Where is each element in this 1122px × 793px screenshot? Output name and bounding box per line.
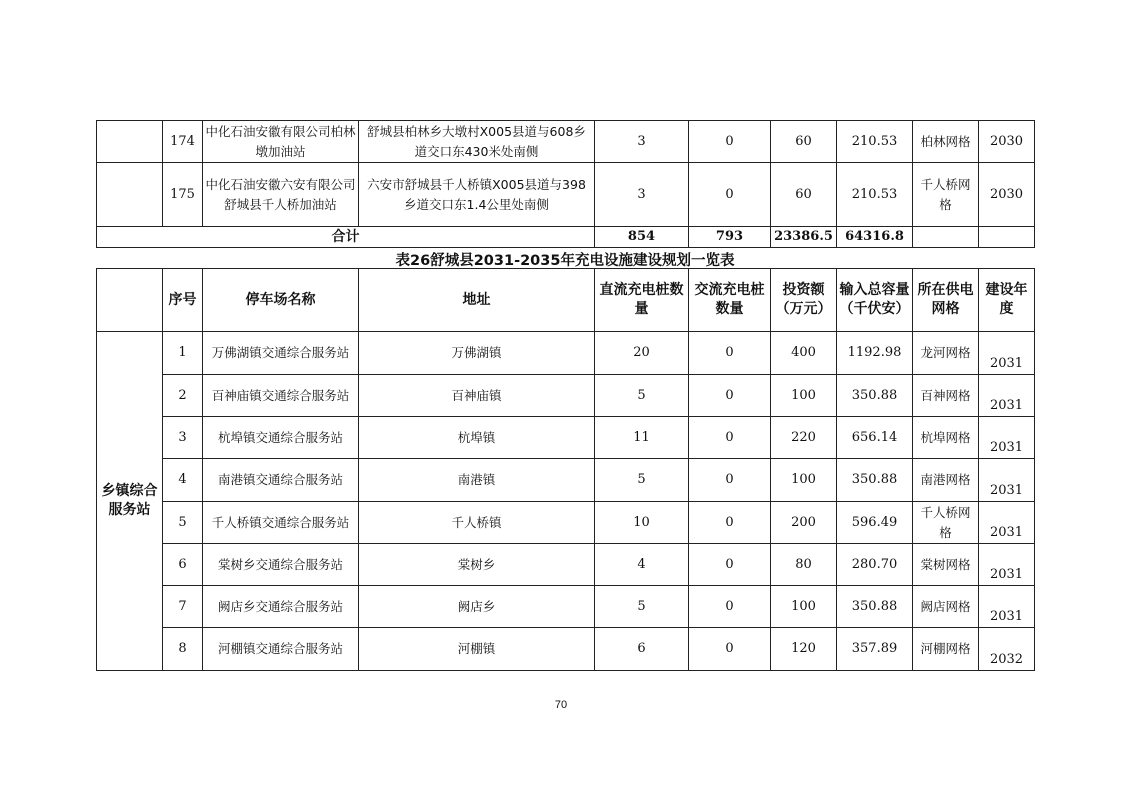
header-seq: 序号 xyxy=(163,269,203,332)
invest-cell: 100 xyxy=(771,459,837,502)
dc-cell: 5 xyxy=(595,459,689,502)
dc-cell: 10 xyxy=(595,502,689,544)
invest-cell: 400 xyxy=(771,332,837,375)
seq-cell: 175 xyxy=(163,163,203,227)
grid-cell: 河棚网格 xyxy=(913,628,979,671)
capacity-cell: 210.53 xyxy=(837,163,913,227)
ac-cell: 0 xyxy=(689,417,771,459)
header-ac: 交流充电桩数量 xyxy=(689,269,771,332)
station-name-cell: 阙店乡交通综合服务站 xyxy=(203,586,359,628)
year-cell: 2032 xyxy=(979,628,1035,671)
ac-cell: 0 xyxy=(689,628,771,671)
header-grid: 所在供电网格 xyxy=(913,269,979,332)
grid-cell: 千人桥网格 xyxy=(913,163,979,227)
address-cell: 舒城县柏林乡大墩村X005县道与608乡道交口东430米处南侧 xyxy=(359,121,595,163)
dc-cell: 11 xyxy=(595,417,689,459)
capacity-cell: 280.70 xyxy=(837,544,913,586)
table-row xyxy=(97,121,1035,163)
seq-cell: 1 xyxy=(163,332,203,375)
invest-cell: 60 xyxy=(771,163,837,227)
ac-cell: 0 xyxy=(689,544,771,586)
seq-cell: 4 xyxy=(163,459,203,502)
station-name-cell: 南港镇交通综合服务站 xyxy=(203,459,359,502)
year-cell: 2031 xyxy=(979,502,1035,544)
year-cell: 2030 xyxy=(979,163,1035,227)
ac-cell: 0 xyxy=(689,163,771,227)
table-row xyxy=(97,628,1035,671)
ac-cell: 0 xyxy=(689,502,771,544)
capacity-cell: 350.88 xyxy=(837,586,913,628)
capacity-cell: 210.53 xyxy=(837,121,913,163)
invest-cell: 100 xyxy=(771,586,837,628)
ac-cell: 0 xyxy=(689,586,771,628)
table-row xyxy=(97,163,1035,227)
dc-cell: 6 xyxy=(595,628,689,671)
page-number: 70 xyxy=(554,699,568,711)
table-title: 表26舒城县2031-2035年充电设施建设规划一览表 xyxy=(395,253,735,269)
table-row xyxy=(97,375,1035,417)
invest-cell: 120 xyxy=(771,628,837,671)
dc-cell: 4 xyxy=(595,544,689,586)
dc-cell: 5 xyxy=(595,375,689,417)
seq-cell: 7 xyxy=(163,586,203,628)
invest-cell: 100 xyxy=(771,375,837,417)
invest-cell: 80 xyxy=(771,544,837,586)
invest-cell: 200 xyxy=(771,502,837,544)
address-cell: 杭埠镇 xyxy=(359,417,595,459)
header-capacity: 输入总容量（千伏安） xyxy=(837,269,913,332)
address-cell: 南港镇 xyxy=(359,459,595,502)
year-cell: 2031 xyxy=(979,375,1035,417)
total-row xyxy=(97,227,1035,248)
capacity-cell: 1192.98 xyxy=(837,332,913,375)
address-cell: 河棚镇 xyxy=(359,628,595,671)
year-cell: 2031 xyxy=(979,417,1035,459)
total-dc: 854 xyxy=(595,227,689,248)
header-year: 建设年度 xyxy=(979,269,1035,332)
address-cell: 阙店乡 xyxy=(359,586,595,628)
dc-cell: 3 xyxy=(595,121,689,163)
seq-cell: 8 xyxy=(163,628,203,671)
header-name: 停车场名称 xyxy=(203,269,359,332)
grid-cell: 南港网格 xyxy=(913,459,979,502)
grid-cell: 百神网格 xyxy=(913,375,979,417)
grid-cell: 柏林网格 xyxy=(913,121,979,163)
invest-cell: 60 xyxy=(771,121,837,163)
capacity-cell: 596.49 xyxy=(837,502,913,544)
table-row xyxy=(97,502,1035,544)
grid-cell: 棠树网格 xyxy=(913,544,979,586)
dc-cell: 5 xyxy=(595,586,689,628)
year-cell: 2031 xyxy=(979,459,1035,502)
seq-cell: 5 xyxy=(163,502,203,544)
category-cell: 乡镇综合服务站 xyxy=(97,332,163,671)
station-name-cell: 中化石油安徽有限公司柏林墩加油站 xyxy=(203,121,359,163)
total-ac: 793 xyxy=(689,227,771,248)
plan-table xyxy=(96,268,1035,671)
ac-cell: 0 xyxy=(689,375,771,417)
address-cell: 百神庙镇 xyxy=(359,375,595,417)
total-capacity: 64316.8 xyxy=(837,227,913,248)
grid-cell: 杭埠网格 xyxy=(913,417,979,459)
station-name-cell: 棠树乡交通综合服务站 xyxy=(203,544,359,586)
grid-cell: 龙河网格 xyxy=(913,332,979,375)
station-name-cell: 杭埠镇交通综合服务站 xyxy=(203,417,359,459)
total-label: 合计 xyxy=(97,227,595,248)
year-cell: 2031 xyxy=(979,332,1035,375)
header-dc: 直流充电桩数量 xyxy=(595,269,689,332)
year-cell: 2031 xyxy=(979,544,1035,586)
header-address: 地址 xyxy=(359,269,595,332)
station-name-cell: 千人桥镇交通综合服务站 xyxy=(203,502,359,544)
ac-cell: 0 xyxy=(689,459,771,502)
station-name-cell: 中化石油安徽六安有限公司舒城县千人桥加油站 xyxy=(203,163,359,227)
table-row xyxy=(97,459,1035,502)
station-name-cell: 百神庙镇交通综合服务站 xyxy=(203,375,359,417)
dc-cell: 3 xyxy=(595,163,689,227)
year-cell: 2031 xyxy=(979,586,1035,628)
dc-cell: 20 xyxy=(595,332,689,375)
seq-cell: 174 xyxy=(163,121,203,163)
capacity-cell: 350.88 xyxy=(837,375,913,417)
seq-cell: 2 xyxy=(163,375,203,417)
table-row xyxy=(97,544,1035,586)
capacity-cell: 350.88 xyxy=(837,459,913,502)
capacity-cell: 357.89 xyxy=(837,628,913,671)
table-row xyxy=(97,586,1035,628)
seq-cell: 3 xyxy=(163,417,203,459)
total-invest: 23386.5 xyxy=(771,227,837,248)
year-cell: 2030 xyxy=(979,121,1035,163)
address-cell: 棠树乡 xyxy=(359,544,595,586)
address-cell: 千人桥镇 xyxy=(359,502,595,544)
grid-cell: 阙店网格 xyxy=(913,586,979,628)
seq-cell: 6 xyxy=(163,544,203,586)
capacity-cell: 656.14 xyxy=(837,417,913,459)
station-name-cell: 河棚镇交通综合服务站 xyxy=(203,628,359,671)
station-name-cell: 万佛湖镇交通综合服务站 xyxy=(203,332,359,375)
address-cell: 万佛湖镇 xyxy=(359,332,595,375)
header-invest: 投资额（万元） xyxy=(771,269,837,332)
grid-cell: 千人桥网格 xyxy=(913,502,979,544)
table-row xyxy=(97,417,1035,459)
ac-cell: 0 xyxy=(689,121,771,163)
invest-cell: 220 xyxy=(771,417,837,459)
continued-table xyxy=(96,120,1035,248)
address-cell: 六安市舒城县千人桥镇X005县道与398乡道交口东1.4公里处南侧 xyxy=(359,163,595,227)
header-row xyxy=(97,269,1035,332)
ac-cell: 0 xyxy=(689,332,771,375)
table-row xyxy=(97,332,1035,375)
